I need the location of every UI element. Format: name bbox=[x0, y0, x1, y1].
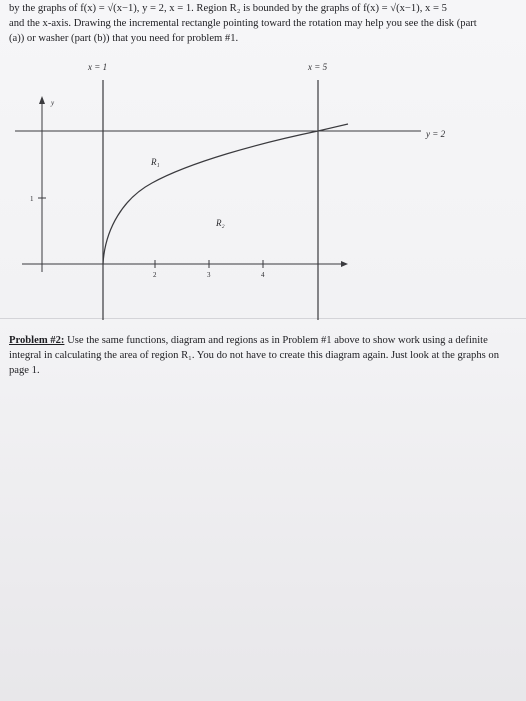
label-y-equals-2: y = 2 bbox=[426, 129, 446, 139]
problem2-heading: Problem #2: bbox=[9, 335, 65, 346]
label-x-equals-1: x = 1 bbox=[88, 62, 108, 72]
problem2-paragraph bbox=[9, 333, 514, 378]
region-r2-label: R₂ bbox=[216, 218, 225, 228]
problem2-text: Use the same functions, diagram and regions as in Problem #1 above to show work using a definite integral in calculating the area of region R₁. You do not have to create this diagram again. Just look at the graphs on page 1. bbox=[9, 335, 499, 376]
label-x-equals-5: x = 5 bbox=[308, 62, 328, 72]
y-axis-label: y bbox=[51, 99, 55, 107]
region-r1-label: R₁ bbox=[151, 157, 160, 167]
region-diagram bbox=[0, 58, 526, 320]
problem1-continuation bbox=[9, 1, 521, 46]
intro-line-1: by the graphs of f(x) = √(x−1), y = 2, x = 1. Region R₂ is bounded by the graphs of f(x) = √(x−1), x = 5 bbox=[9, 3, 447, 14]
curve-sqrt-x-minus-1 bbox=[103, 124, 348, 264]
y-axis-arrow bbox=[39, 96, 45, 104]
tick-label-y-1: 1 bbox=[30, 195, 34, 203]
tick-label-x-4: 4 bbox=[261, 271, 265, 279]
intro-line-2: and the x-axis. Drawing the incremental rectangle pointing toward the rotation may help you see the disk (part bbox=[9, 18, 477, 29]
x-axis-arrow bbox=[341, 261, 348, 267]
tick-label-x-2: 2 bbox=[153, 271, 157, 279]
tick-label-x-3: 3 bbox=[207, 271, 211, 279]
intro-line-3: (a)) or washer (part (b)) that you need for problem #1. bbox=[9, 33, 239, 44]
